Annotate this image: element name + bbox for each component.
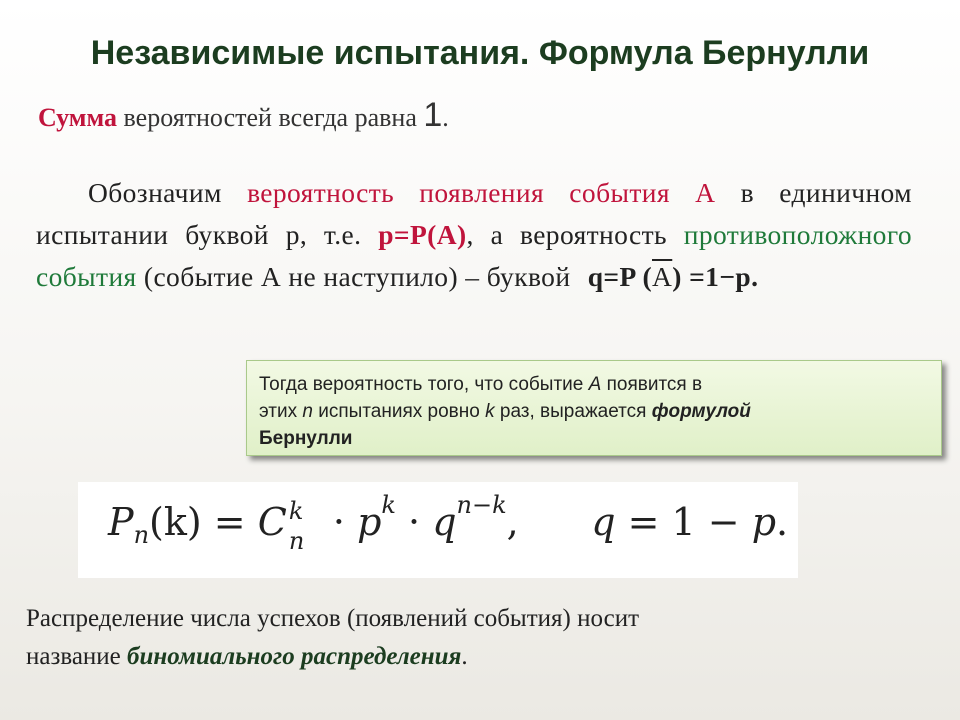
slide-title: Независимые испытания. Формула Бернулли <box>90 34 870 72</box>
note-var-n: n <box>302 401 313 422</box>
para-text-3: , а вероятность <box>466 219 684 250</box>
note-text: Тогда вероятность того, что событие <box>259 374 589 395</box>
a-bar: А <box>652 261 673 292</box>
binomial-distribution-term: биномиального распределения <box>127 643 462 670</box>
distribution-line-1: Распределение числа успехов (появлений события) носит <box>26 605 640 632</box>
para-p-definition: р=Р(А) <box>378 219 467 250</box>
definition-paragraph <box>36 172 912 298</box>
para-q-definition <box>588 261 759 292</box>
distribution-text <box>26 600 926 676</box>
formula-C: C <box>257 500 287 544</box>
note-line-1 <box>259 371 929 398</box>
formula-P-sub: n <box>133 521 150 549</box>
distribution-dot: . <box>461 643 468 670</box>
sum-word: Сумма <box>38 103 118 132</box>
note-text: испытаниях ровно <box>312 401 486 422</box>
q-end: ) =1−р. <box>672 261 759 292</box>
note-line-3 <box>259 425 929 452</box>
formula-q2: q <box>591 500 616 544</box>
q-start: q=P ( <box>587 261 652 292</box>
note-text: раз, выражается <box>494 401 652 422</box>
sum-rest: вероятностей всегда равна <box>117 103 424 132</box>
para-highlight-opposite: противоположного события <box>36 219 912 292</box>
note-bold: формулой <box>651 401 751 422</box>
note-line-2 <box>259 398 929 425</box>
sum-dot: . <box>442 103 449 132</box>
formula-sep: , <box>506 500 592 544</box>
formula-dot: · <box>395 500 433 544</box>
formula-p2: p <box>751 500 777 544</box>
formula-C-scripts: k n <box>288 497 305 555</box>
bernoulli-formula-box <box>78 482 798 578</box>
formula-dot: · <box>320 500 358 544</box>
para-highlight-probability: вероятность появления события А <box>247 177 716 208</box>
formula-p: p <box>357 500 382 544</box>
para-text-2: в единичном испытании буквой р, т.е. <box>36 177 912 250</box>
formula-P: P <box>108 500 134 544</box>
note-var-k: k <box>485 401 495 422</box>
note-text: этих <box>259 401 303 422</box>
formula-q: q <box>432 500 457 544</box>
formula-arg: (k) = <box>149 500 258 544</box>
note-var-a: A <box>588 374 602 395</box>
distribution-line-2 <box>26 638 926 676</box>
formula-rhs: = 1 − <box>615 500 752 544</box>
formula-p-sup: k <box>381 491 396 519</box>
formula-end: . <box>776 500 789 544</box>
sum-number: 1 <box>423 96 443 134</box>
para-text-4: (событие А не наступило) – буквой <box>136 261 578 292</box>
bernoulli-formula <box>108 491 789 555</box>
note-bold: Бернулли <box>259 428 353 449</box>
note-text: появится в <box>601 374 703 395</box>
bernoulli-note-box <box>246 360 942 456</box>
distribution-text-2: название <box>26 643 128 670</box>
formula-q-sup: n−k <box>456 491 507 519</box>
probability-sum-line <box>38 96 449 135</box>
para-text-1: Обозначим <box>88 177 248 208</box>
